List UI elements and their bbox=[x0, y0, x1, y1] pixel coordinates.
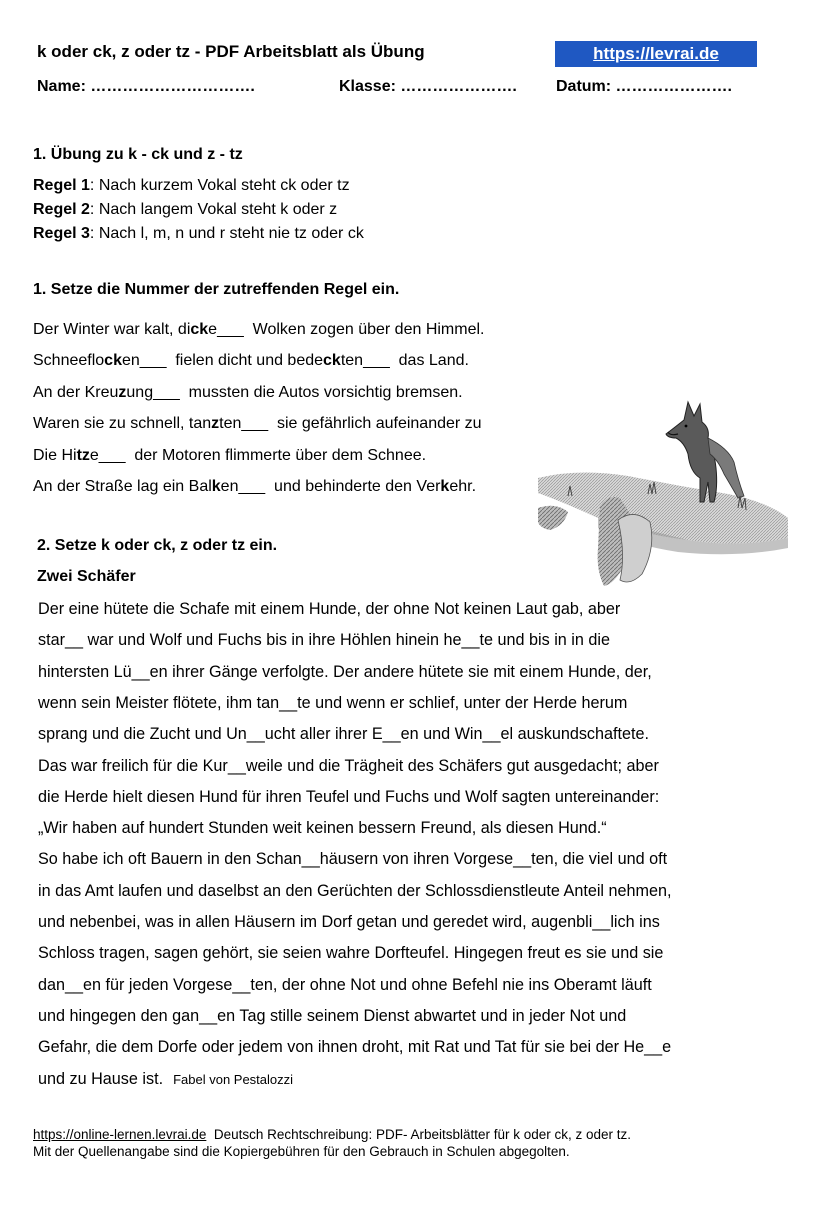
datum-field: Datum: …………………. bbox=[556, 78, 732, 95]
exercise1-sentence bbox=[33, 415, 482, 433]
exercise1-sentence bbox=[33, 478, 476, 496]
attribution: Fabel von Pestalozzi bbox=[173, 1071, 294, 1087]
story-line bbox=[38, 788, 659, 807]
sentence-segment: Waren sie zu schnell, tan bbox=[33, 415, 212, 432]
rule-text: : Nach langem Vokal steht k oder z bbox=[89, 201, 338, 218]
sentence-segment: en___ fielen dicht und bede bbox=[121, 352, 324, 369]
story-line bbox=[38, 819, 607, 838]
story-line bbox=[38, 757, 659, 776]
story-line bbox=[38, 944, 663, 963]
site-link-button[interactable]: https://levrai.de bbox=[555, 41, 757, 67]
sentence-segment: ck bbox=[190, 321, 209, 338]
rule-label: Regel 2 bbox=[33, 201, 90, 218]
story-line-text: wenn sein Meister flötete, ihm tan__te und wenn er schlief, unter der Herde herum bbox=[38, 693, 628, 712]
exercise2-heading: 2. Setze k oder ck, z oder tz ein. bbox=[37, 537, 278, 554]
story-line-text: in das Amt laufen und daselbst an den Gerüchten der Schlossdienstleute Anteil nehmen, bbox=[38, 881, 672, 900]
sentence-segment: ung___ mussten die Autos vorsichtig bremsen. bbox=[126, 384, 463, 401]
story-line-text: Schloss tragen, sagen gehört, sie seien wahre Dorfteufel. Hingegen freut es sie und sie bbox=[38, 944, 664, 963]
story-line-text: star__ war und Wolf und Fuchs bis in ihre Höhlen hinein he__te und bis in in die bbox=[38, 631, 611, 650]
story-line-text: So habe ich oft Bauern in den Schan__häusern von ihren Vorgese__ten, die viel und oft bbox=[38, 850, 668, 869]
name-field: Name: …………………………. bbox=[37, 78, 255, 95]
sentence-segment: k bbox=[440, 478, 450, 495]
rule-3 bbox=[33, 225, 364, 243]
sentence-segment: ten___ sie gefährlich aufeinander zu bbox=[219, 415, 482, 432]
story-title: Zwei Schäfer bbox=[37, 568, 136, 585]
sentence-segment: An der Straße lag ein Bal bbox=[33, 478, 212, 495]
sentence-segment: ten___ das Land. bbox=[340, 352, 469, 369]
story-line bbox=[38, 1038, 671, 1057]
sentence-segment: z bbox=[211, 415, 220, 432]
klasse-field: Klasse: …………………. bbox=[339, 78, 517, 95]
story-line-text: Gefahr, die dem Dorfe oder jedem von ihnen droht, mit Rat und Tat für sie bei der He__e bbox=[38, 1038, 672, 1057]
sentence-segment: en___ und behinderte den Ver bbox=[220, 478, 441, 495]
sentence-segment: e___ Wolken zogen über den Himmel. bbox=[208, 321, 485, 338]
footer-link[interactable]: https://online-lernen.levrai.de bbox=[33, 1127, 207, 1142]
sentence-segment: ck bbox=[323, 352, 341, 369]
rule-1 bbox=[33, 177, 350, 195]
story-line bbox=[38, 663, 652, 682]
story-line-text: Der eine hütete die Schafe mit einem Hunde, der ohne Not keinen Laut gab, aber bbox=[38, 600, 621, 618]
rule-2 bbox=[33, 201, 337, 219]
story-line bbox=[38, 913, 660, 932]
story-line-text: sprang und die Zucht und Un__ucht aller ihrer E__en und Win__el auskundschaftete. bbox=[38, 725, 650, 744]
footer-line-2: Mit der Quellenangabe sind die Kopiergebühren für den Gebrauch in Schulen abgegolten. bbox=[33, 1144, 570, 1159]
story-line bbox=[38, 1007, 626, 1026]
story-line bbox=[38, 882, 672, 901]
story-line-text: und hingegen den gan__en Tag stille seinem Dienst abwartet und in jeder Not und bbox=[38, 1006, 627, 1025]
sentence-segment: Der Winter war kalt, di bbox=[33, 321, 191, 338]
story-line bbox=[38, 1070, 293, 1089]
rule-label: Regel 3 bbox=[33, 225, 90, 242]
story-line bbox=[38, 850, 667, 869]
sentence-segment: k bbox=[211, 478, 221, 495]
worksheet-title: k oder ck, z oder tz - PDF Arbeitsblatt als Übung bbox=[37, 42, 425, 61]
sentence-segment: tz bbox=[76, 447, 90, 464]
rule-label: Regel 1 bbox=[33, 177, 90, 194]
story-line-text: hintersten Lü__en ihrer Gänge verfolgte. Der andere hütete sie mit einem Hunde, der, bbox=[38, 662, 652, 681]
story-line-text: Das war freilich für die Kur__weile und die Trägheit des Schäfers gut ausgedacht; aber bbox=[38, 756, 659, 775]
sentence-segment: z bbox=[118, 384, 127, 401]
exercise1-sentence bbox=[33, 321, 484, 339]
footer-line-1-text: Deutsch Rechtschreibung: PDF- Arbeitsblätter für k oder ck, z oder tz. bbox=[206, 1127, 632, 1142]
rule-text: : Nach l, m, n und r steht nie tz oder ck bbox=[89, 225, 364, 242]
sentence-segment: e___ der Motoren flimmerte über dem Schnee. bbox=[89, 447, 427, 464]
exercise1-sentence bbox=[33, 447, 426, 465]
story-line-text: und nebenbei, was in allen Häusern im Dorf getan und geredet wird, augenbli__lich ins bbox=[38, 913, 660, 931]
exercise1-sentence bbox=[33, 384, 463, 402]
story-line bbox=[38, 976, 652, 995]
story-line bbox=[38, 631, 610, 650]
wolf-illustration bbox=[538, 398, 788, 590]
sentence-segment: Die Hi bbox=[33, 447, 77, 464]
story-line bbox=[38, 600, 620, 619]
story-line-text: dan__en für jeden Vorgese__ten, der ohne Not und ohne Befehl nie ins Oberamt läuft bbox=[38, 975, 652, 994]
exercise1-heading: 1. Setze die Nummer der zutreffenden Regel ein. bbox=[33, 281, 400, 298]
exercise1-sentence bbox=[33, 352, 469, 370]
section1-heading: 1. Übung zu k - ck und z - tz bbox=[33, 146, 243, 163]
story-line-text: „Wir haben auf hundert Stunden weit keinen bessern Freund, als diesen Hund.“ bbox=[38, 819, 607, 838]
sentence-segment: ehr. bbox=[449, 478, 477, 495]
sentence-segment: An der Kreu bbox=[33, 384, 119, 401]
story-line bbox=[38, 725, 649, 744]
story-line-text: und zu Hause ist. bbox=[38, 1069, 164, 1088]
rule-text: : Nach kurzem Vokal steht ck oder tz bbox=[89, 177, 350, 194]
sentence-segment: Schneeflo bbox=[33, 352, 105, 369]
sentence-segment: ck bbox=[104, 352, 122, 369]
story-line-text: die Herde hielt diesen Hund für ihren Teufel und Fuchs und Wolf sagten untereinander: bbox=[38, 787, 660, 806]
footer-line-1 bbox=[33, 1127, 631, 1142]
story-line bbox=[38, 694, 627, 713]
